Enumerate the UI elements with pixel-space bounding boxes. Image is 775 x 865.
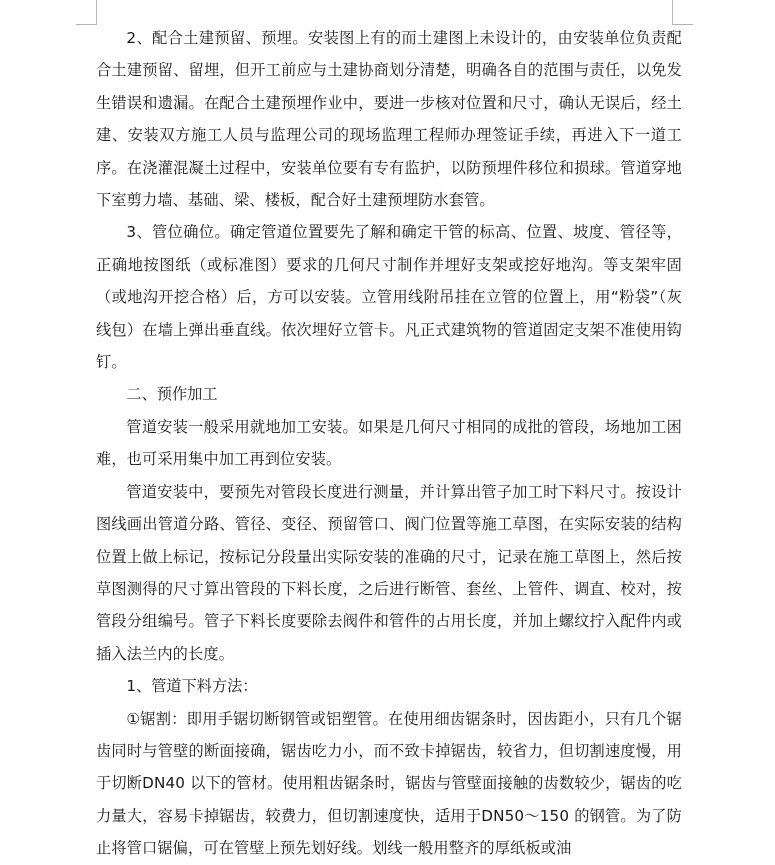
subheading-cutting-methods: 1、管道下料方法： [126,677,258,696]
paragraph-sawing: ①锯割：即用手锯切断钢管或铝塑管。在使用细齿锯条时，因齿距小，只有几个锯齿同时与管壁的断面接确，锯齿吃力小，而不致卡掉锯齿，较省力，但切割速度慢，用于切断DN40 以下的管材。使用粗齿锯条时，锯齿与管壁面接触的齿数较少，锯齿的吃力量大，容易卡掉锯齿，较费力，但切割速度快，适用于DN50～150 的钢管。为了防止将管口锯偏，可在管壁上预先划好线。划线一般用整齐的厚纸板或油 [96,709,682,858]
document-body [96,22,682,865]
crop-mark-top-left [76,0,97,25]
paragraph-preembed: 2、配合土建预留、预埋。安装图上有的而土建图上未设计的，由安装单位负责配合土建预留、留埋，但开工前应与土建协商划分清楚，明确各自的范围与责任，以免发生错误和遗漏。在配合土建预埋作业中，要进一步核对位置和尺寸，确认无误后，经土建、安装双方施工人员与监理公司的现场监理工程师办理签证手续，再进入下一道工序。在浇灌混凝土过程中，安装单位要有专有监护，以防预埋件移位和损球。管道穿地下室剪力墙、基础、梁、楼板，配合好土建预埋防水套管。 [96,29,682,210]
paragraph-measurement: 管道安装中，要预先对管段长度进行测量，并计算出管子加工时下料尺寸。按设计图线画出管道分路、管径、变径、预留管口、阀门位置等施工草图，在实际安装的结构位置上做上标记，按标记分段量出实际安装的准确的尺寸，记录在施工草图上，然后按草图测得的尺寸算出管段的下料长度，之后进行断管、套丝、上管件、调直、校对，按管段分组编号。管子下料长度要除去阀件和管件的占用长度，并加上螺纹拧入配件内或插入法兰内的长度。 [96,482,682,663]
section-heading-prefabrication: 二、预作加工 [126,385,218,404]
paragraph-onsite-processing: 管道安装一般采用就地加工安装。如果是几何尺寸相同的成批的管段，场地加工困难，也可采用集中加工再到位安装。 [96,417,682,469]
paragraph-pipe-positioning: 3、管位确位。确定管道位置要先了解和确定干管的标高、位置、坡度、管径等，正确地按图纸（或标准图）要求的几何尺寸制作并埋好支架或挖好地沟。等支架牢固（或地沟开挖合格）后，方可以安装。立管用线附吊挂在立管的位置上，用“粉袋”（灰线包）在墙上弹出垂直线。依次埋好立管卡。凡正式建筑物的管道固定支架不准使用钩钉。 [96,223,682,372]
